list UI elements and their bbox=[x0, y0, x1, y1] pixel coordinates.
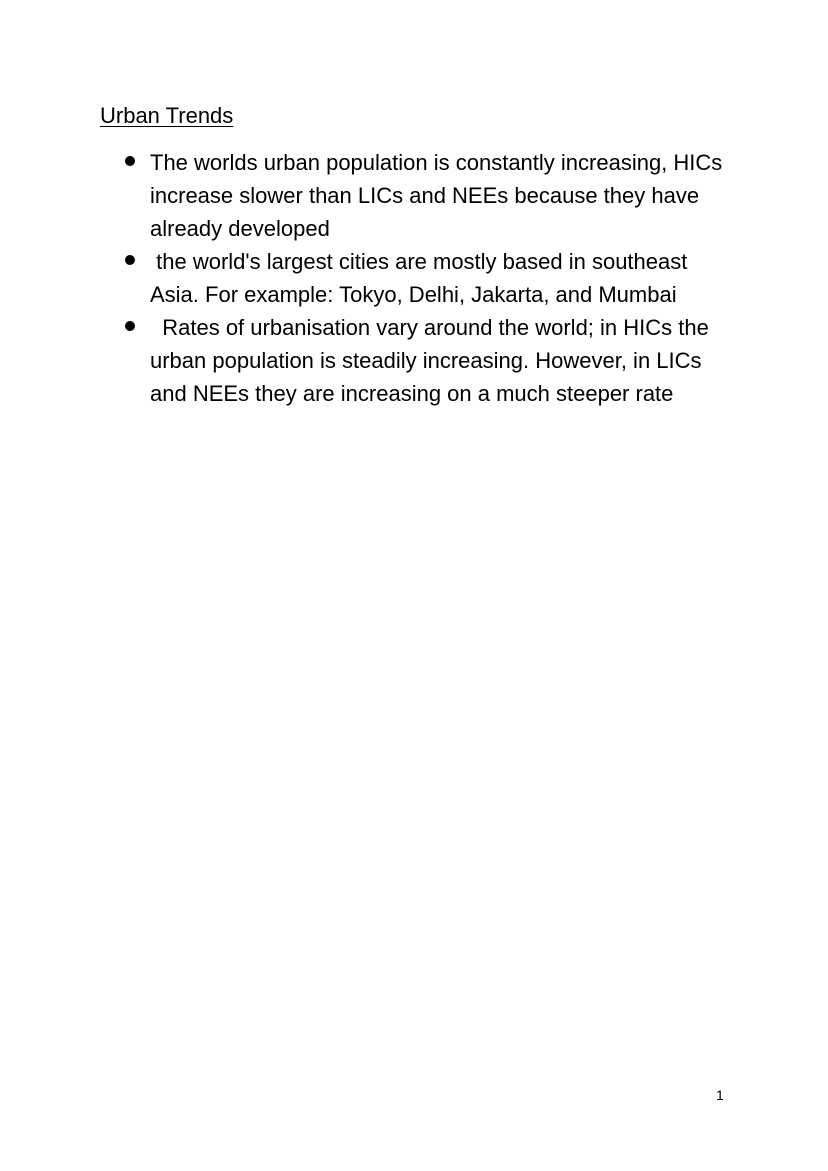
bullet-text: The worlds urban population is constantly increasing, HICs increase slower than LICs and NEEs because they have already developed bbox=[150, 150, 723, 241]
bullet-icon bbox=[125, 255, 135, 265]
bullet-list bbox=[0, 146, 828, 410]
list-item bbox=[0, 311, 730, 410]
list-item bbox=[0, 245, 730, 311]
page-number: 1 bbox=[716, 1087, 724, 1103]
bullet-icon bbox=[125, 156, 135, 166]
bullet-icon bbox=[125, 321, 135, 331]
bullet-text: the world's largest cities are mostly based in southeast Asia. For example: Tokyo, Delhi, Jakarta, and Mumbai bbox=[150, 249, 693, 307]
bullet-text: Rates of urbanisation vary around the world; in HICs the urban population is steadily increasing. However, in LICs and NEEs they are increasing on a much steeper rate bbox=[150, 315, 715, 406]
list-item bbox=[0, 146, 730, 245]
section-heading: Urban Trends bbox=[100, 103, 234, 128]
